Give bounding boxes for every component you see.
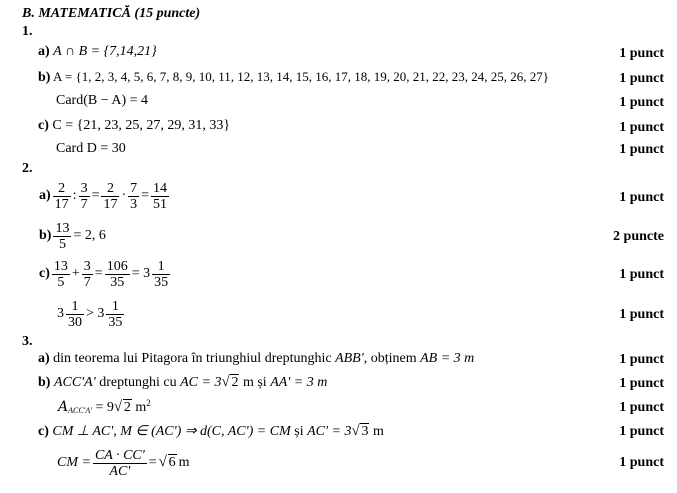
item-label: c) bbox=[38, 118, 49, 133]
text: , obținem bbox=[363, 351, 421, 366]
problem-1-number: 1. bbox=[22, 24, 33, 39]
problem-3a-row bbox=[38, 351, 474, 367]
unit: m bbox=[369, 424, 384, 439]
item-label: b) bbox=[38, 70, 51, 85]
problem-3-number: 3. bbox=[22, 334, 33, 349]
text: din teorema lui Pitagora în triunghiul dreptunghic bbox=[53, 351, 336, 366]
fraction: $\frac{13}{5}$ bbox=[55, 220, 70, 252]
operator: : bbox=[72, 188, 77, 203]
item-label: b) bbox=[39, 228, 52, 243]
expression: = 9 bbox=[92, 400, 114, 415]
item-label: a) bbox=[38, 351, 50, 366]
text: și bbox=[253, 375, 271, 390]
expression: CM ⊥ AC', M ∈ (AC') ⇒ d(C, AC') = CM bbox=[52, 424, 291, 439]
exponent: 2 bbox=[146, 398, 151, 408]
result: AB = 3 m bbox=[420, 351, 475, 366]
points: 1 punct bbox=[619, 120, 664, 135]
points: 1 punct bbox=[619, 46, 664, 61]
expression: Card D = 30 bbox=[56, 141, 126, 156]
problem-2c2-row bbox=[56, 296, 125, 332]
item-label: b) bbox=[38, 375, 51, 390]
equals: = bbox=[91, 188, 100, 203]
points: 1 punct bbox=[619, 376, 664, 391]
sqrt: √ 6 bbox=[158, 454, 176, 470]
problem-3b2-row bbox=[58, 398, 151, 416]
problem-2c-row bbox=[38, 256, 171, 292]
problem-1c2-row bbox=[56, 141, 126, 157]
sqrt: √ 2 bbox=[113, 399, 131, 415]
points: 1 punct bbox=[619, 307, 664, 322]
problem-1b-row bbox=[38, 69, 549, 86]
item-label: c) bbox=[38, 424, 49, 439]
points: 2 puncte bbox=[613, 229, 664, 244]
problem-2-number: 2. bbox=[22, 161, 33, 176]
unit: m bbox=[178, 455, 190, 470]
problem-2a-row bbox=[38, 178, 170, 214]
points: 1 punct bbox=[619, 424, 664, 439]
fraction: $\frac{1}{35}$ bbox=[108, 298, 123, 330]
fraction: $\frac{CA \cdot CC'}{AC'}$ bbox=[94, 447, 145, 479]
expression: A = {1, 2, 3, 4, 5, 6, 7, 8, 9, 10, 11, 12, 13, 14, 15, 16, 17, 18, 19, 20, 21, 22, 23, 24, 25, 26, 27} bbox=[53, 69, 549, 84]
problem-3b-row bbox=[38, 375, 327, 391]
fraction: $\frac{106}{35}$ bbox=[106, 258, 128, 290]
item-label: c) bbox=[39, 266, 50, 281]
fraction: $\frac{14}{51}$ bbox=[153, 180, 168, 212]
fraction: $\frac{3}{7}$ bbox=[83, 258, 91, 290]
fraction: $\frac{7}{3}$ bbox=[130, 180, 138, 212]
expression: Card(B − A) = 4 bbox=[56, 93, 149, 108]
whole-part: 3 bbox=[57, 306, 64, 321]
text: dreptunghi cu bbox=[95, 375, 181, 390]
fraction: $\frac{2}{17}$ bbox=[54, 180, 69, 212]
fraction: $\frac{2}{17}$ bbox=[103, 180, 118, 212]
sqrt: √ 2 bbox=[221, 374, 239, 390]
expression: AA' = 3 m bbox=[270, 375, 328, 390]
item-label: a) bbox=[38, 44, 50, 59]
equals: = bbox=[148, 455, 157, 470]
points: 1 punct bbox=[619, 455, 664, 470]
points: 1 punct bbox=[619, 71, 664, 86]
points: 1 punct bbox=[619, 352, 664, 367]
item-label: a) bbox=[39, 188, 51, 203]
points: 1 punct bbox=[619, 400, 664, 415]
area-subscript: ACC'A' bbox=[68, 406, 92, 415]
problem-3c-row bbox=[38, 423, 384, 440]
equals: = bbox=[94, 266, 103, 281]
points: 1 punct bbox=[619, 142, 664, 157]
comparison: > 3 bbox=[86, 306, 105, 321]
expression: CM = bbox=[57, 455, 91, 470]
expression: AC = 3 bbox=[180, 375, 222, 390]
expression: A ∩ B = {7,14,21} bbox=[53, 44, 157, 59]
rectangle-name: ACC'A' bbox=[53, 375, 96, 390]
triangle-name: ABB' bbox=[335, 351, 364, 366]
points: 1 punct bbox=[619, 95, 664, 110]
section-title: B. MATEMATICĂ (15 puncte) bbox=[22, 6, 201, 21]
area-symbol: A bbox=[58, 399, 69, 415]
text: și bbox=[290, 424, 308, 439]
equals: = bbox=[141, 188, 150, 203]
problem-1c-row bbox=[38, 118, 230, 134]
equals: = 3 bbox=[131, 266, 151, 281]
points: 1 punct bbox=[619, 267, 664, 282]
problem-2b-row bbox=[38, 218, 107, 254]
operator: + bbox=[71, 266, 80, 281]
problem-3c2-row bbox=[56, 444, 191, 482]
sqrt: √ 3 bbox=[351, 423, 369, 439]
fraction: $\frac{3}{7}$ bbox=[80, 180, 88, 212]
problem-1a-row bbox=[38, 44, 157, 60]
fraction: $\frac{1}{30}$ bbox=[68, 298, 82, 330]
fraction: $\frac{1}{35}$ bbox=[154, 258, 169, 290]
operator: · bbox=[121, 188, 127, 203]
expression: C = {21, 23, 25, 27, 29, 31, 33} bbox=[52, 118, 231, 133]
expression: = 2, 6 bbox=[73, 228, 106, 243]
unit: m bbox=[239, 375, 254, 390]
expression: AC' = 3 bbox=[307, 424, 352, 439]
points: 1 punct bbox=[619, 190, 664, 205]
problem-1b2-row bbox=[56, 93, 148, 109]
unit: m bbox=[131, 400, 147, 415]
fraction: $\frac{13}{5}$ bbox=[53, 258, 68, 290]
